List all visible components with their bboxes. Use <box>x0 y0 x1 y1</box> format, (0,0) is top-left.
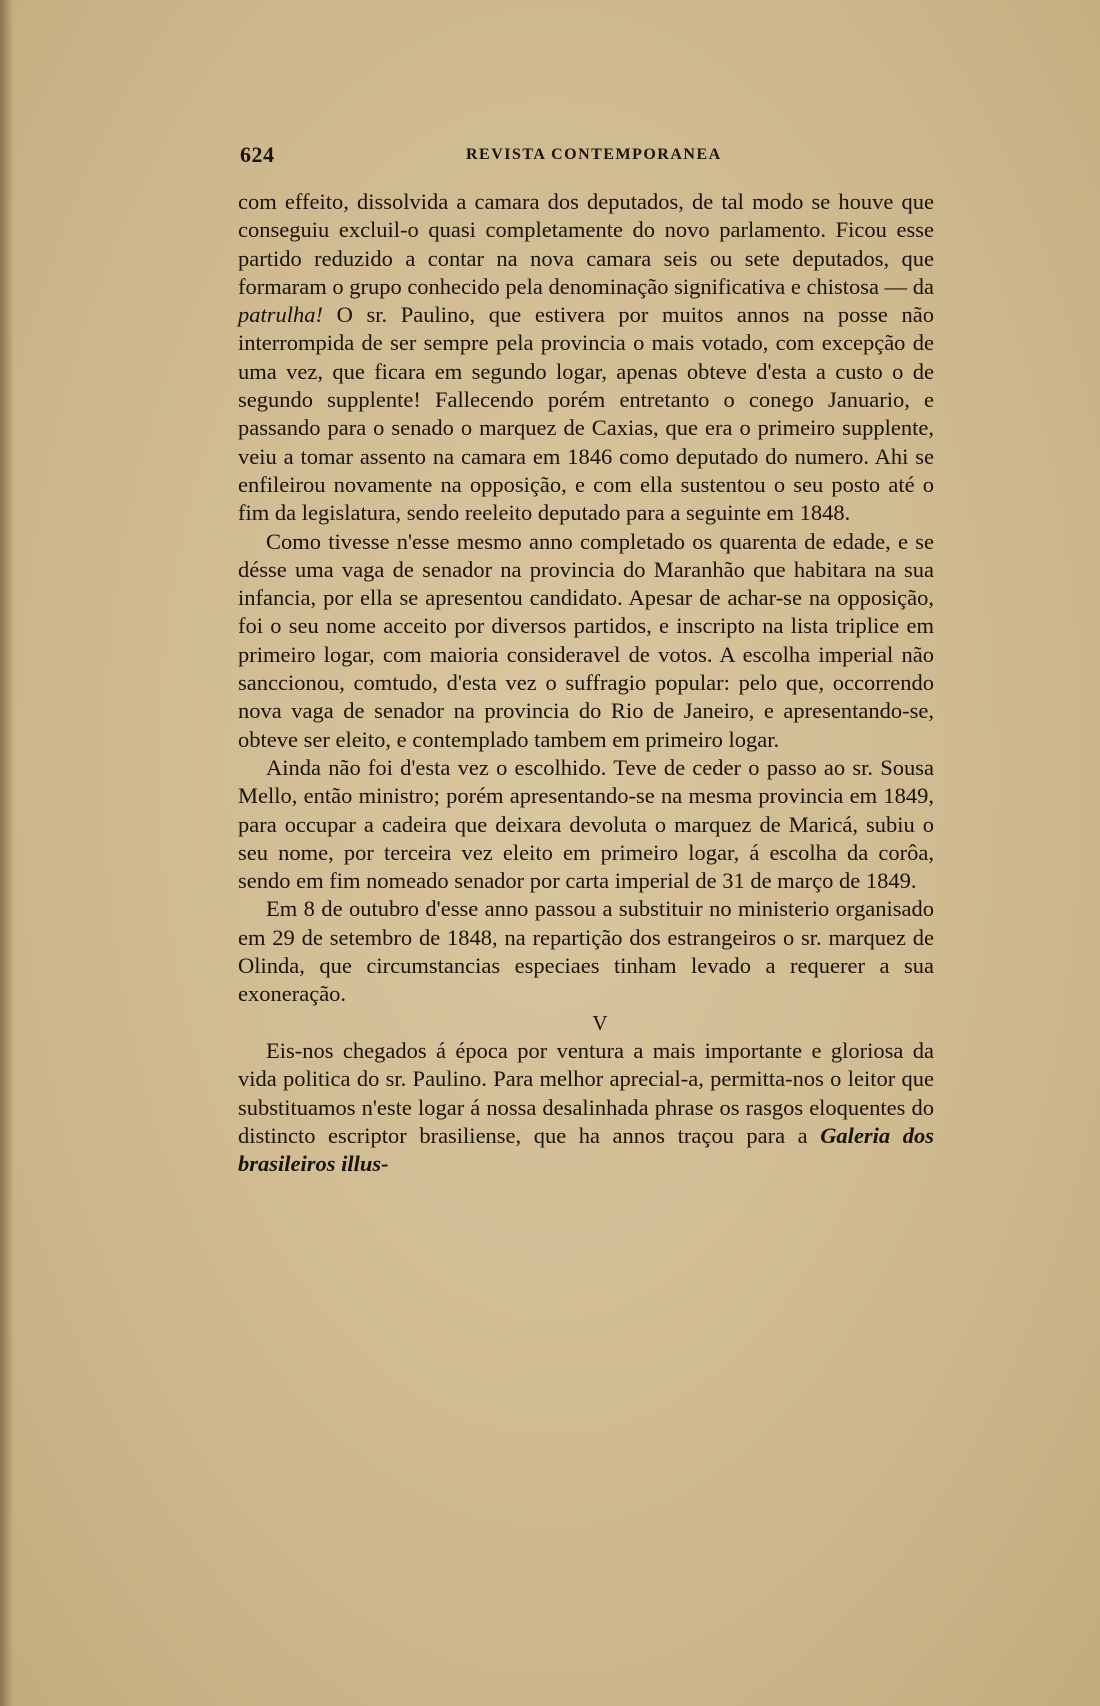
section-heading: V <box>592 1010 608 1035</box>
running-title: REVISTA CONTEMPORANEA <box>466 146 722 163</box>
text-segment: com effeito, dissolvida a camara dos deputados, de tal modo se houve que conseguiu excluil-o quasi completamente do novo parlamento. Ficou esse partido reduzido a contar na nova camara seis ou sete deputados, que formaram o grupo conhecido pela denominação significativa e chistosa — da <box>238 189 935 299</box>
text-segment: Ainda não foi d'esta vez o escolhido. Teve de ceder o passo ao sr. Sousa Mello, então ministro; porém apresentando-se na mesma provincia em 1849, para occupar a cadeira que deixara devoluta o marquez de Maricá, subiu o seu nome, por terceira vez eleito em primeiro logar, á escolha da corôa, sendo em fim nomeado senador por carta imperial de 31 de março de 1849. <box>238 754 934 894</box>
paragraph-3 <box>238 754 934 895</box>
paragraph-5 <box>238 1037 934 1178</box>
text-segment: O sr. Paulino, que estivera por muitos annos na posse não interrompida de ser sempre pela provincia o mais votado, com excepção de uma vez, que ficara em segundo logar, apenas obteve d'esta a custo o de segundo supplente! Fallecendo porém entretanto o conego Januario, e passando para o senado o marquez de Caxias, que era o primeiro supplente, veiu a tomar assento na camara em 1846 como deputado do numero. Ahi se enfileirou novamente na opposição, e com ella sustentou o seu posto até o fim da legislatura, sendo reeleito deputado para a seguinte em 1848. <box>238 302 934 526</box>
page-gutter-edge <box>0 0 14 1706</box>
page-number: 624 <box>240 142 275 167</box>
text-segment: Em 8 de outubro d'esse anno passou a substituir no ministerio organisado em 29 de setembro de 1848, na repartição dos estrangeiros o sr. marquez de Olinda, que circumstancias especiaes tinham levado a requerer a sua exoneração. <box>238 896 934 1007</box>
text-segment-bold-italic: Galeria dos brasileiros illus- <box>238 1122 934 1177</box>
running-header <box>240 142 930 170</box>
text-segment: Eis-nos chegados á época por ventura a mais importante e gloriosa da vida politica do sr. Paulino. Para melhor aprecial-a, permitta-nos o leitor que substituamos n'este logar á nossa desalinhada phrase os rasgos eloquentes do distincto escriptor brasiliense, que ha annos traçou para a <box>238 1037 934 1148</box>
body-text <box>238 188 934 1178</box>
text-segment: Como tivesse n'esse mesmo anno completado os quarenta de edade, e se désse uma vaga de senador na provincia do Maranhão que habitara na sua infancia, por ella se apresentou candidato. Apesar de achar-se na opposição, foi o seu nome acceito por diversos partidos, e inscripto na lista triplice em primeiro logar, com maioria consideravel de votos. A escolha imperial não sanccionou, comtudo, d'esta vez o suffragio popular: pelo que, occorrendo nova vaga de senador na provincia do Rio de Janeiro, e apresentando-se, obteve ser eleito, e contemplado tambem em primeiro logar. <box>238 528 934 752</box>
text-segment-italic: patrulha! <box>238 302 324 328</box>
paragraph-1 <box>238 188 934 528</box>
paragraph-2 <box>238 528 934 754</box>
paragraph-4 <box>238 895 934 1008</box>
